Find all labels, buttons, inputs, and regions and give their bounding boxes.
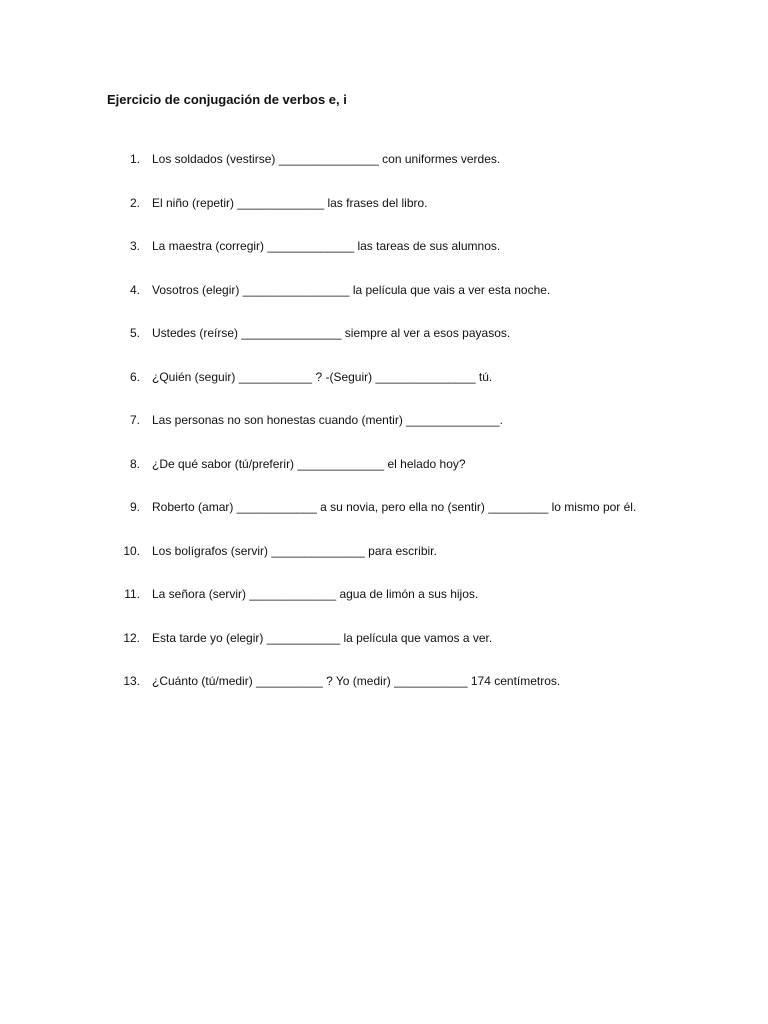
item-text: El niño (repetir) _____________ las frases del libro. — [152, 195, 428, 210]
item-number: 5. — [129, 326, 140, 340]
item-text: Las personas no son honestas cuando (mentir) ______________. — [152, 413, 503, 427]
list-item — [0, 674, 768, 718]
item-text: Los soldados (vestirse) _______________ con uniformes verdes. — [152, 152, 501, 166]
item-number: 9. — [129, 500, 140, 514]
item-text: ¿Quién (seguir) ___________ ? -(Seguir) _______________ tú. — [152, 369, 493, 384]
item-text: ¿Cuánto (tú/medir) __________ ? Yo (medir) ___________ 174 centímetros. — [152, 674, 561, 688]
list-item — [0, 457, 768, 501]
item-number: 10. — [123, 543, 140, 558]
item-number: 8. — [129, 456, 140, 471]
item-number: 2. — [129, 195, 140, 210]
item-number: 3. — [129, 239, 140, 253]
document-title: Ejercicio de conjugación de verbos e, i — [107, 92, 347, 107]
list-item — [0, 283, 768, 327]
list-item — [0, 196, 768, 240]
item-number: 11. — [124, 587, 140, 601]
item-text: Roberto (amar) ____________ a su novia, pero ella no (sentir) _________ lo mismo por él. — [152, 500, 637, 514]
list-item — [0, 326, 768, 370]
list-item — [0, 413, 768, 457]
list-item — [0, 500, 768, 544]
list-item — [0, 631, 768, 675]
item-text: ¿De qué sabor (tú/preferir) _____________ el helado hoy? — [152, 456, 466, 471]
item-text: Vosotros (elegir) ________________ la película que vais a ver esta noche. — [152, 282, 551, 297]
list-item — [0, 370, 768, 414]
item-text: La maestra (corregir) _____________ las tareas de sus alumnos. — [152, 239, 501, 253]
item-text: Esta tarde yo (elegir) ___________ la película que vamos a ver. — [152, 630, 493, 645]
item-number: 13. — [123, 674, 140, 688]
item-number: 4. — [129, 282, 140, 297]
item-number: 7. — [129, 413, 140, 427]
item-number: 1. — [129, 152, 140, 166]
exercise-list — [0, 152, 768, 718]
item-number: 12. — [123, 630, 140, 645]
list-item — [0, 544, 768, 588]
item-text: Ustedes (reírse) _______________ siempre al ver a esos payasos. — [152, 326, 511, 340]
list-item — [0, 239, 768, 283]
item-text: La señora (servir) _____________ agua de limón a sus hijos. — [152, 587, 479, 601]
item-text: Los bolígrafos (servir) ______________ para escribir. — [152, 543, 437, 558]
list-item — [0, 152, 768, 196]
item-number: 6. — [129, 369, 140, 384]
list-item — [0, 587, 768, 631]
